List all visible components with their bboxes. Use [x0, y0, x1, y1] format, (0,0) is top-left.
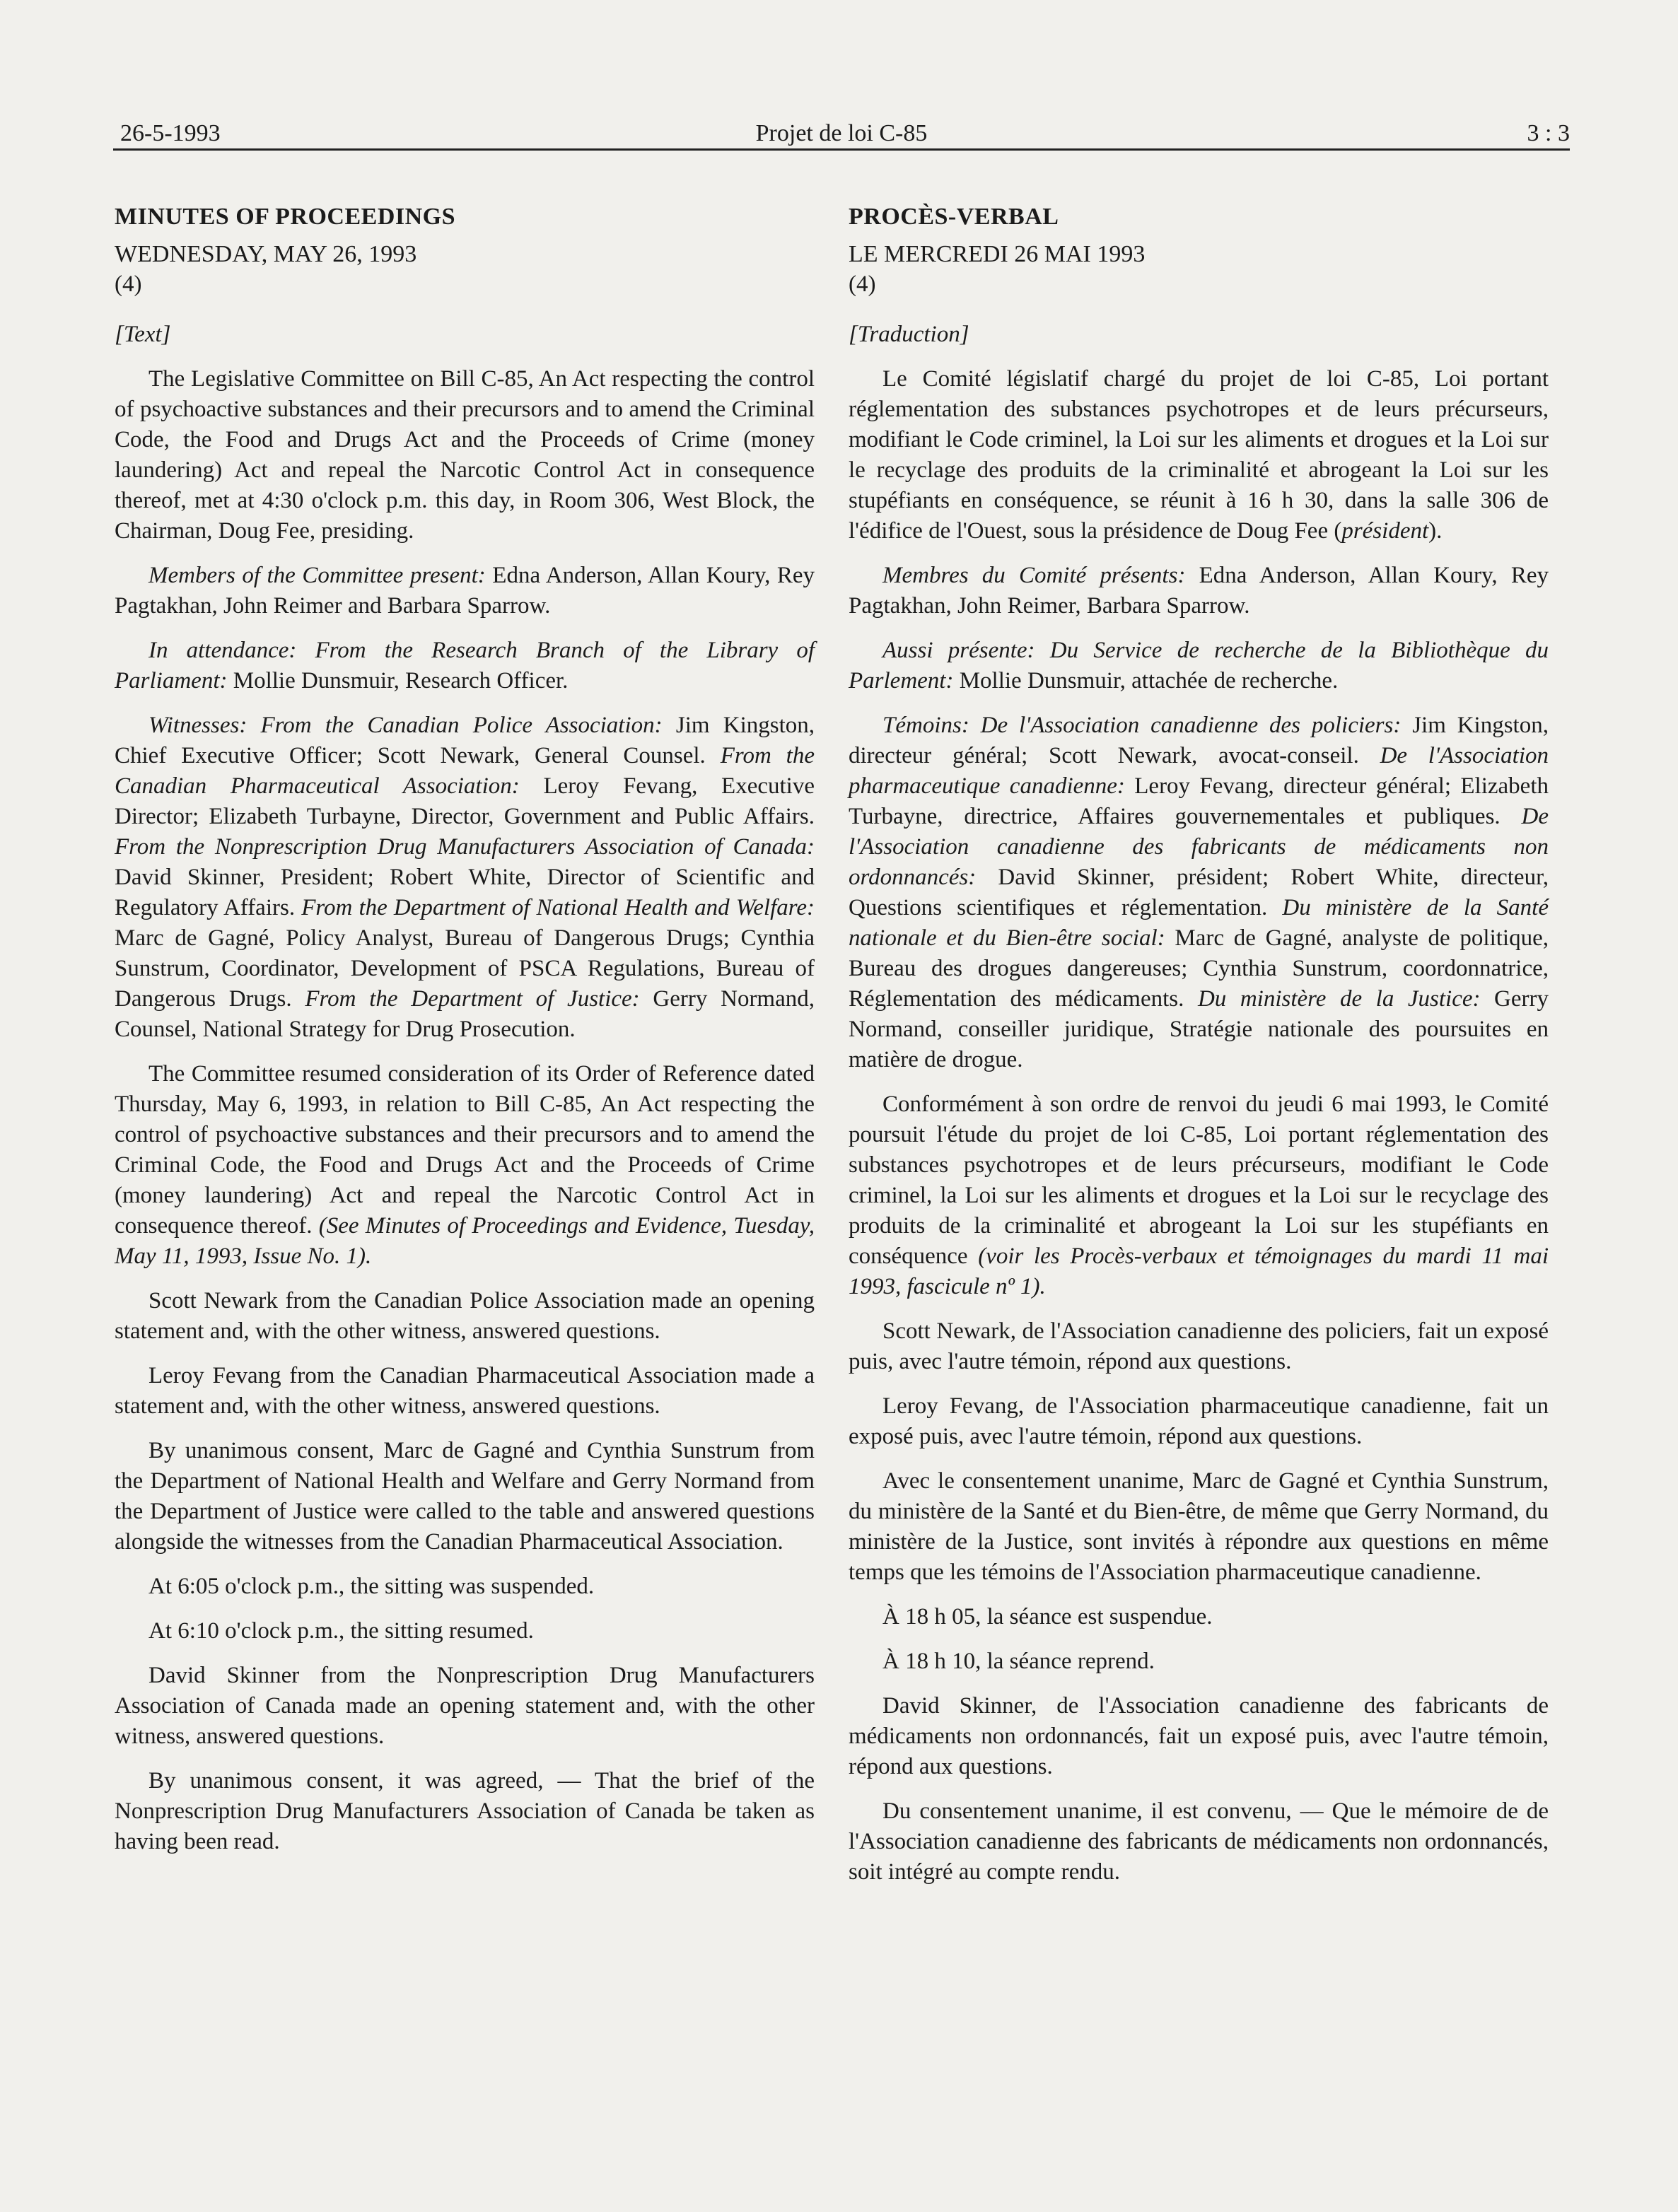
english-para-12: By unanimous consent, it was agreed, — That the brief of the Nonprescription Drug Manufacturers Association of Canada be taken as having been read. — [115, 1768, 815, 1854]
english-witness-text-2: Leroy Fevang, Executive Director; Elizabeth Turbayne, Director, Government and Public Affairs. — [115, 773, 815, 829]
page-header — [113, 115, 1570, 157]
french-para-1-text: Le Comité législatif chargé du projet de loi C-85, Loi portant réglementation des substances psychotropes et de leurs précurseurs, modifiant le Code criminel, la Loi sur les aliments et drogues et la Loi sur le recyclage des produits de la criminalité et abrogeant la Loi sur les stupéfiants en conséquence, se réunit à 16 h 30, dans la salle 306 de l'édifice de l'Ouest, sous la présidence de Doug Fee ( — [849, 366, 1549, 544]
english-date: WEDNESDAY, MAY 26, 1993 — [115, 241, 417, 267]
french-tag — [849, 320, 1549, 350]
french-para-9: À 18 h 05, la séance est suspendue. — [882, 1604, 1213, 1629]
french-para-3 — [849, 636, 1549, 696]
english-para-2 — [115, 561, 815, 621]
english-witness-text-1: Jim Kingston, Chief Executive Officer; Scott Newark, General Counsel. — [115, 713, 815, 768]
header-page-number: 3 : 3 — [1527, 120, 1570, 146]
english-para-6: Scott Newark from the Canadian Police Association made an opening statement and, with the other witness, answered questions. — [115, 1288, 815, 1344]
english-para-9: At 6:05 o'clock p.m., the sitting was suspended. — [148, 1574, 595, 1599]
french-para-8: Avec le consentement unanime, Marc de Gagné et Cynthia Sunstrum, du ministère de la Santé et du Bien-être, de même que Gerry Normand, du ministère de la Justice, sont invités à répondre aux questions en même temps que les témoins de l'Association pharmaceutique canadienne. — [849, 1468, 1549, 1585]
french-witness-label-5: Du ministère de la Justice: — [1197, 986, 1481, 1012]
english-witness-label-4: From the Department of National Health and Welfare: — [301, 895, 815, 920]
french-attendance-text: Mollie Dunsmuir, attachée de recherche. — [953, 668, 1339, 694]
french-witness-text-2: Leroy Fevang, directeur général; Elizabeth Turbayne, directrice, Affaires gouvernementales et publiques. — [849, 773, 1549, 829]
english-heading: MINUTES OF PROCEEDINGS — [115, 204, 456, 230]
english-para-11: David Skinner from the Nonprescription Drug Manufacturers Association of Canada made an opening statement and, with the other witness, answered questions. — [115, 1663, 815, 1749]
french-order-text: Conformément à son ordre de renvoi du jeudi 6 mai 1993, le Comité poursuit l'étude du projet de loi C-85, Loi portant réglementation des substances psychotropes et de leurs précurseurs, modifiant le Code criminel, la Loi sur les aliments et drogues et la Loi sur le recyclage des produits de la criminalité et abrogeant la Loi sur les stupéfiants en conséquence — [849, 1092, 1549, 1269]
english-members-label: Members of the Committee present: — [148, 563, 486, 588]
french-column — [849, 201, 1549, 1902]
french-members-text: Edna Anderson, Allan Koury, Rey Pagtakhan, John Reimer, Barbara Sparrow. — [849, 563, 1549, 619]
english-order-text: The Committee resumed consideration of its Order of Reference dated Thursday, May 6, 1993, in relation to Bill C-85, An Act respecting the control of psychoactive substances and their precursors and to amend the Criminal Code, the Food and Drugs Act and the Proceeds of Crime (money laundering) Act and repeal the Narcotic Control Act in consequence thereof. — [115, 1061, 815, 1239]
english-para-7: Leroy Fevang from the Canadian Pharmaceutical Association made a statement and, with the other witness, answered questions. — [115, 1363, 815, 1419]
english-attendance-label: In attendance: From the Research Branch of the Library of Parliament: — [115, 638, 815, 694]
french-para-1-end: ). — [1428, 518, 1443, 544]
english-witness-text-3: David Skinner, President; Robert White, Director of Scientific and Regulatory Affairs. — [115, 865, 815, 920]
french-witness-text-3: David Skinner, président; Robert White, directeur, Questions scientifiques et réglementation. — [849, 865, 1549, 920]
english-witness-label-3: From the Nonprescription Drug Manufacturers Association of Canada: — [115, 834, 815, 860]
french-members-label: Membres du Comité présents: — [882, 563, 1186, 588]
english-tag — [115, 320, 815, 350]
french-date: LE MERCREDI 26 MAI 1993 — [849, 241, 1146, 267]
french-witness-label-3: De l'Association canadienne des fabricants de médicaments non ordonnancés: — [849, 804, 1549, 890]
french-para-1 — [849, 364, 1549, 546]
english-para-4 — [115, 710, 815, 1045]
french-attendance-label: Aussi présente: Du Service de recherche de la Bibliothèque du Parlement: — [849, 638, 1549, 694]
french-tag-text: [Traduction] — [849, 322, 969, 347]
english-column — [115, 201, 815, 1871]
french-para-7: Leroy Fevang, de l'Association pharmaceutique canadienne, fait un exposé puis, avec l'autre témoin, répond aux questions. — [849, 1393, 1549, 1449]
english-para-1: The Legislative Committee on Bill C-85, An Act respecting the control of psychoactive substances and their precursors and to amend the Criminal Code, the Food and Drugs Act and the Proceeds of Crime (money laundering) Act and repeal the Narcotic Control Act in consequence thereof, met at 4:30 o'clock p.m. this day, in Room 306, West Block, the Chairman, Doug Fee, presiding. — [115, 366, 815, 544]
french-witness-label-2: De l'Association pharmaceutique canadienne: — [849, 743, 1549, 799]
french-witness-text-5: Gerry Normand, conseiller juridique, Stratégie nationale des poursuites en matière de drogue. — [849, 986, 1549, 1072]
french-para-10: À 18 h 10, la séance reprend. — [882, 1649, 1155, 1674]
header-rule — [113, 148, 1570, 151]
french-para-6: Scott Newark, de l'Association canadienne des policiers, fait un exposé puis, avec l'autre témoin, répond aux questions. — [849, 1318, 1549, 1374]
english-witness-text-4: Marc de Gagné, Policy Analyst, Bureau of Dangerous Drugs; Cynthia Sunstrum, Coordinator, Development of PSCA Regulations, Bureau of Dangerous Drugs. — [115, 925, 815, 1012]
french-para-2 — [849, 561, 1549, 621]
english-para-3 — [115, 636, 815, 696]
english-tag-text: [Text] — [115, 322, 171, 347]
english-order-reference: (See Minutes of Proceedings and Evidence, Tuesday, May 11, 1993, Issue No. 1). — [115, 1213, 815, 1269]
english-witness-text-5: Gerry Normand, Counsel, National Strategy for Drug Prosecution. — [115, 986, 815, 1042]
english-witness-label-5: From the Department of Justice: — [305, 986, 640, 1012]
english-witness-label-1: Witnesses: From the Canadian Police Association: — [148, 713, 663, 738]
french-para-4 — [849, 710, 1549, 1075]
english-issue: (4) — [115, 271, 142, 297]
french-para-12: Du consentement unanime, il est convenu, — Que le mémoire de de l'Association canadienne des fabricants de médicaments non ordonnancés, soit intégré au compte rendu. — [849, 1798, 1549, 1885]
french-para-5 — [849, 1089, 1549, 1302]
english-para-5 — [115, 1059, 815, 1272]
french-witness-text-1: Jim Kingston, directeur général; Scott Newark, avocat-conseil. — [849, 713, 1549, 768]
english-members-text: Edna Anderson, Allan Koury, Rey Pagtakhan, John Reimer and Barbara Sparrow. — [115, 563, 815, 619]
english-attendance-text: Mollie Dunsmuir, Research Officer. — [227, 668, 569, 694]
english-para-10: At 6:10 o'clock p.m., the sitting resumed. — [148, 1618, 534, 1644]
french-issue: (4) — [849, 271, 876, 297]
english-witness-label-2: From the Canadian Pharmaceutical Association: — [115, 743, 815, 799]
french-para-1-italic: président — [1341, 518, 1429, 544]
header-title: Projet de loi C-85 — [755, 120, 928, 146]
french-heading: PROCÈS-VERBAL — [849, 204, 1059, 230]
french-witness-label-4: Du ministère de la Santé nationale et du Bien-être social: — [849, 895, 1549, 951]
header-date: 26-5-1993 — [120, 120, 221, 146]
french-para-11: David Skinner, de l'Association canadienne des fabricants de médicaments non ordonnancés, fait un exposé puis, avec l'autre témoin, répond aux questions. — [849, 1693, 1549, 1779]
french-order-reference: (voir les Procès-verbaux et témoignages du mardi 11 mai 1993, fascicule nº 1). — [849, 1243, 1549, 1299]
french-witness-label-1: Témoins: De l'Association canadienne des policiers: — [882, 713, 1402, 738]
english-para-8: By unanimous consent, Marc de Gagné and Cynthia Sunstrum from the Department of National Health and Welfare and Gerry Normand from the Department of Justice were called to the table and answered questions alongside the witnesses from the Canadian Pharmaceutical Association. — [115, 1438, 815, 1555]
french-witness-text-4: Marc de Gagné, analyste de politique, Bureau des drogues dangereuses; Cynthia Sunstrum, coordonnatrice, Réglementation des médicaments. — [849, 925, 1549, 1012]
